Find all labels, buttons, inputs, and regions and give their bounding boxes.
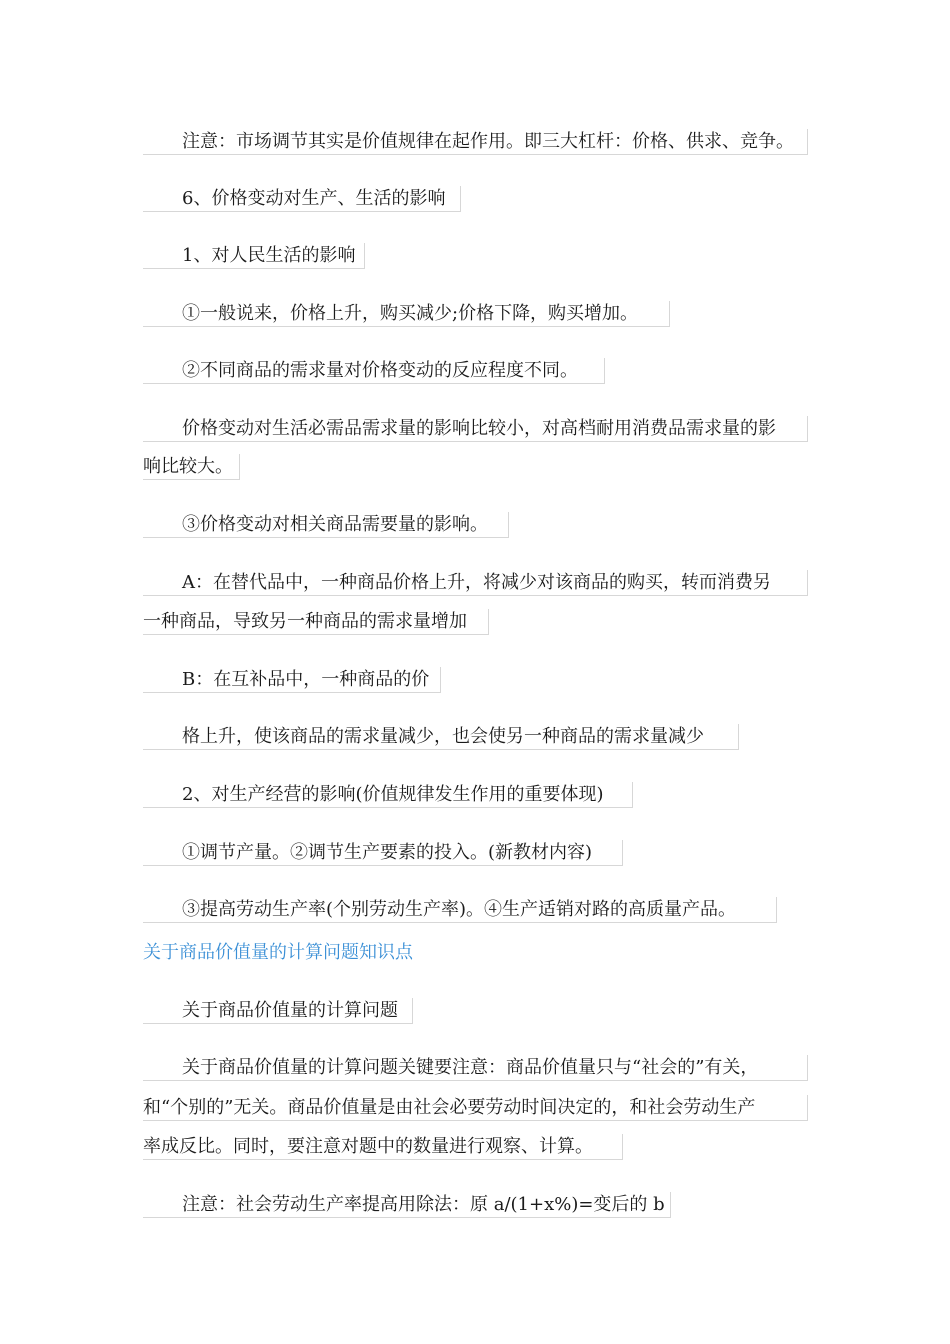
paragraph-substitutes-line1: A：在替代品中，一种商品价格上升，将减少对该商品的购买，转而消费另 <box>143 570 808 596</box>
list-item-2: ②不同商品的需求量对价格变动的反应程度不同。 <box>143 358 605 384</box>
paragraph-value-line3: 率成反比。同时，要注意对题中的数量进行观察、计算。 <box>143 1134 623 1160</box>
paragraph-complements-line2: 格上升，使该商品的需求量减少，也会使另一种商品的需求量减少 <box>143 724 739 750</box>
section-title-price-effects: 6、价格变动对生产、生活的影响 <box>143 186 461 212</box>
paragraph-substitutes-line2: 一种商品，导致另一种商品的需求量增加 <box>143 609 489 635</box>
section-heading-value-calculation: 关于商品价值量的计算问题知识点 <box>143 942 413 963</box>
paragraph-value-line1: 关于商品价值量的计算问题关键要注意：商品价值量只与“社会的”有关， <box>143 1055 808 1081</box>
list-item-production-2: ③提高劳动生产率(个别劳动生产率)。④生产适销对路的高质量产品。 <box>143 897 777 923</box>
paragraph-note-formula: 注意：社会劳动生产率提高用除法：原 a/(1+x%)=变后的 b <box>143 1192 671 1218</box>
list-item-3: ③价格变动对相关商品需要量的影响。 <box>143 512 509 538</box>
subsection-title-value-calculation: 关于商品价值量的计算问题 <box>143 998 413 1024</box>
paragraph-necessities-line2: 响比较大。 <box>143 454 240 480</box>
list-item-production-1: ①调节产量。②调节生产要素的投入。(新教材内容) <box>143 840 623 866</box>
paragraph-value-line2: 和“个别的”无关。商品价值量是由社会必要劳动时间决定的，和社会劳动生产 <box>143 1095 808 1121</box>
subsection-title-life: 1、对人民生活的影响 <box>143 243 365 269</box>
paragraph-note-market: 注意：市场调节其实是价值规律在起作用。即三大杠杆：价格、供求、竞争。 <box>143 129 808 155</box>
list-item-1: ①一般说来，价格上升，购买减少;价格下降，购买增加。 <box>143 301 670 327</box>
paragraph-complements-line1: B：在互补品中，一种商品的价 <box>143 667 441 693</box>
paragraph-necessities-line1: 价格变动对生活必需品需求量的影响比较小，对高档耐用消费品需求量的影 <box>143 416 808 442</box>
subsection-title-production: 2、对生产经营的影响(价值规律发生作用的重要体现) <box>143 782 633 808</box>
